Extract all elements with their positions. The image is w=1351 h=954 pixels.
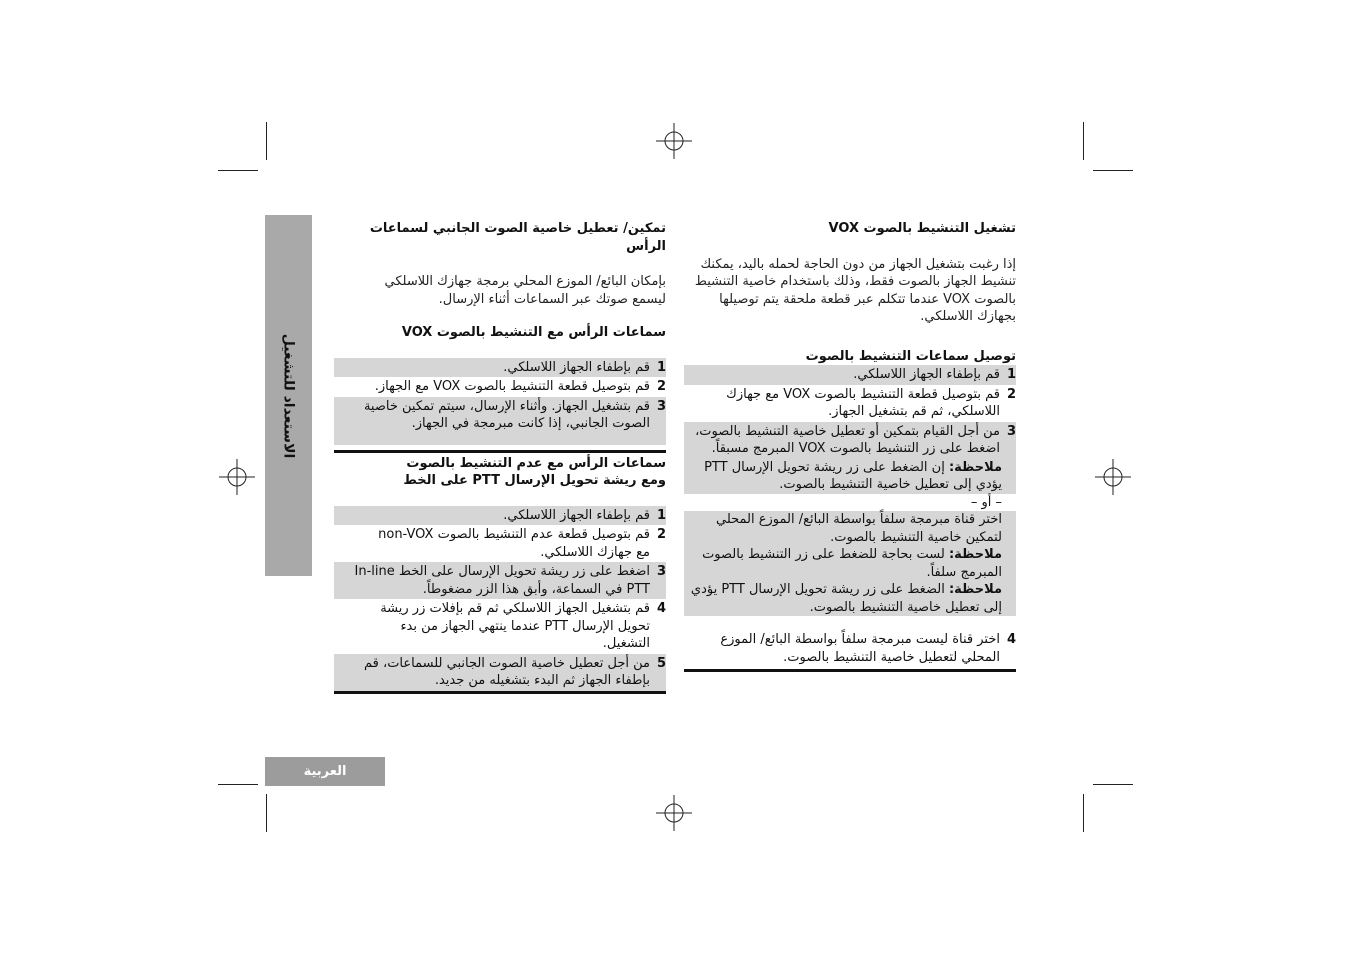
crop-mark-tl-v: [266, 122, 267, 160]
right-title: تشغيل التنشيط بالصوت VOX: [828, 221, 1016, 236]
right-note-2: [684, 546, 1002, 581]
left-step2-3: [334, 562, 666, 599]
section-side-tab: [265, 215, 312, 576]
registration-mark-left-icon: [219, 459, 255, 495]
step-text: قم بتوصيل قطعة التنشيط بالصوت VOX مع الجهاز.: [374, 379, 650, 394]
left-section-1: سماعات الرأس مع التنشيط بالصوت VOX: [401, 325, 666, 340]
left-step2-5: [334, 654, 666, 691]
step-text: قم بتوصيل قطعة التنشيط بالصوت VOX مع جهازك اللاسلكي، ثم قم بتشغيل الجهاز.: [726, 386, 1000, 419]
step-number: 1: [656, 507, 666, 523]
step-number: 3: [1006, 423, 1016, 439]
step-text: اضغط على زر ريشة تحويل الإرسال على الخط In-line PTT في السماعة، وأبق هذا الزر مضغوطاً.: [354, 564, 650, 597]
step-text: قم بإطفاء الجهاز اللاسلكي.: [853, 367, 1000, 382]
left-title: تمكين/ تعطيل خاصية الصوت الجانبي لسماعات الرأس: [369, 221, 666, 254]
left-step1-2: [334, 377, 666, 397]
crop-mark-bl-h: [218, 784, 258, 785]
crop-mark-tr-h: [1093, 170, 1133, 171]
crop-mark-br-v: [1083, 794, 1084, 832]
crop-mark-tl-h: [218, 170, 258, 171]
step-number: 1: [656, 359, 666, 375]
step-number: 2: [656, 527, 666, 542]
right-step-1: [684, 365, 1016, 385]
right-subhead: توصيل سماعات التنشيط بالصوت: [805, 348, 1016, 364]
left-section-2: سماعات الرأس مع عدم التنشيط بالصوت ومع ريشة تحويل الإرسال PTT على الخط: [403, 455, 666, 488]
right-alt: [684, 511, 1016, 616]
right-or: – أو –: [970, 494, 1002, 510]
step-text: قم بتشغيل الجهاز اللاسلكي ثم قم بإفلات زر ريشة تحويل الإرسال PTT عندما ينتهي الجهاز من بدء التشغيل.: [380, 601, 650, 651]
step-text: قم بإطفاء الجهاز اللاسلكي.: [503, 359, 650, 375]
registration-mark-bottom-icon: [656, 795, 692, 831]
right-note-1: [684, 459, 1016, 494]
note-label: ملاحظة:: [948, 582, 1002, 597]
note-text: إن الضغط على زر ريشة تحويل الإرسال PTT يؤدي إلى تعطيل خاصية التنشيط بالصوت.: [704, 459, 1002, 492]
crop-mark-bl-v: [266, 794, 267, 832]
step-number: 3: [656, 398, 666, 414]
right-column: [684, 220, 1016, 672]
note-text: الضغط على زر ريشة تحويل الإرسال PTT يؤدي إلى تعطيل خاصية التنشيط بالصوت.: [690, 582, 1002, 615]
crop-mark-tr-v: [1083, 122, 1084, 160]
registration-mark-right-icon: [1095, 459, 1131, 495]
registration-mark-top-icon: [656, 123, 692, 159]
right-intro: إذا رغبت بتشغيل الجهاز من دون الحاجة لحمله باليد، يمكنك تنشيط الجهاز بالصوت فقط، وذلك باستخدام خاصية التنشيط بالصوت VOX عندما تتكلم عبر قطعة ملحقة يتم توصيلها بجهازك اللاسلكي.: [694, 256, 1016, 324]
note-label: ملاحظة:: [948, 547, 1002, 562]
step-number: 1: [1006, 367, 1016, 382]
crop-mark-br-h: [1093, 784, 1133, 785]
left-intro: بإمكان البائع/ الموزع المحلي برمجة جهازك اللاسلكي ليسمع صوتك عبر السماعات أثناء الإرسال.: [384, 274, 666, 307]
left-step2-2: [334, 525, 666, 562]
left-bottom-rule: [334, 691, 666, 694]
right-step-2: [684, 385, 1016, 422]
left-step1-1: [334, 358, 666, 378]
step-text: اختر قناة ليست مبرمجة سلفاً بواسطة البائع/ الموزع المحلي لتعطيل خاصية التنشيط بالصوت.: [720, 632, 1000, 665]
note-text: لست بحاجة للضغط على زر التنشيط بالصوت المبرمج سلفاً.: [702, 547, 1002, 580]
right-step-3: [684, 422, 1016, 459]
left-step1-3: [334, 397, 666, 445]
step-text: من أجل تعطيل خاصية الصوت الجانبي للسماعات، قم بإطفاء الجهاز ثم البدء بتشغيله من جديد.: [364, 655, 650, 688]
step-number: 4: [1006, 632, 1016, 647]
alt-text: اختر قناة مبرمجة سلفاً بواسطة البائع/ الموزع المحلي لتمكين خاصية التنشيط بالصوت.: [716, 512, 1002, 545]
step-text: قم بتشغيل الجهاز. وأثناء الإرسال، سيتم تمكين خاصية الصوت الجانبي، إذا كانت مبرمجة في الجهاز.: [363, 398, 650, 431]
right-step-4: [684, 630, 1016, 667]
step-number: 5: [656, 655, 666, 671]
left-step2-4: [334, 599, 666, 654]
step-number: 4: [656, 601, 666, 616]
language-tab-label: العربية: [303, 764, 347, 779]
side-tab-label: الاستعداد للتشغيل: [280, 333, 297, 458]
note-label: ملاحظة:: [948, 459, 1002, 475]
language-tab: [265, 757, 385, 786]
step-text: قم بتوصيل قطعة عدم التنشيط بالصوت non-VOX مع جهازك اللاسلكي.: [378, 527, 650, 560]
step-text: من أجل القيام بتمكين أو تعطيل خاصية التنشيط بالصوت، اضغط على زر التنشيط بالصوت VOX المبرمج مسبقاً.: [695, 423, 1000, 456]
step-text: قم بإطفاء الجهاز اللاسلكي.: [503, 507, 650, 523]
step-number: 2: [1006, 386, 1016, 402]
left-step2-1: [334, 506, 666, 526]
right-bottom-rule: [684, 669, 1016, 672]
step-number: 2: [656, 379, 666, 394]
left-column: [334, 220, 666, 694]
step-number: 3: [656, 564, 666, 579]
right-note-3: [684, 581, 1002, 616]
